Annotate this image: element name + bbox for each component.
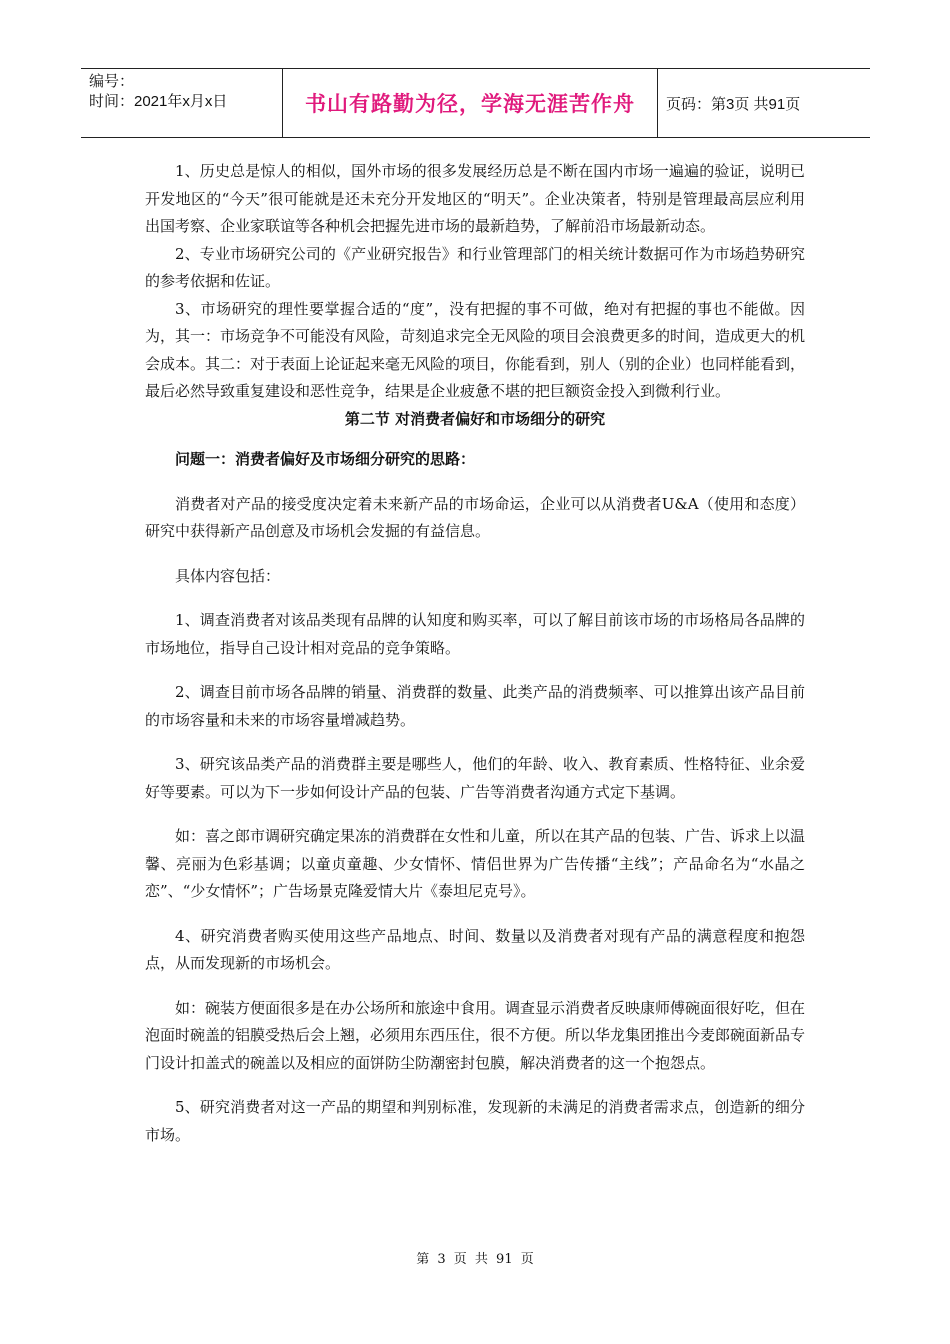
page-header [81, 68, 870, 138]
question-heading: 问题一：消费者偏好及市场细分研究的思路： [175, 450, 476, 468]
document-date-label: 时间：2021年x月x日 [89, 93, 228, 110]
paragraph: 具体内容包括： [175, 566, 281, 585]
paragraph: 2、调查目前市场各品牌的销量、消费群的数量、此类产品的消费频率、可以推算出该产品目前的市场容量和未来的市场容量增减趋势。 [145, 683, 805, 729]
paragraph: 如：喜之郎市调研究确定果冻的消费群在女性和儿童，所以在其产品的包装、广告、诉求上以温馨、亮丽为色彩基调；以童贞童趣、少女情怀、情侣世界为广告传播“主线”；产品命名为“水晶之恋”、“少女情怀”；广告场景克隆爱情大片《泰坦尼克号》。 [145, 827, 806, 900]
paragraph: 5、研究消费者对这一产品的期望和判别标准，发现新的未满足的消费者需求点，创造新的细分市场。 [145, 1098, 805, 1144]
paragraph: 1、调查消费者对该品类现有品牌的认知度和购买率，可以了解目前该市场的市场格局各品牌的市场地位，指导自己设计相对竞品的竞争策略。 [145, 611, 805, 657]
paragraph: 1、历史总是惊人的相似，国外市场的很多发展经历总是不断在国内市场一遍遍的验证，说明已开发地区的“今天”很可能就是还未充分开发地区的“明天”。企业决策者，特别是管理最高层应利用出国考察、企业家联谊等各种机会把握先进市场的最新趋势，了解前沿市场最新动态。 [145, 162, 805, 235]
paragraph: 3、市场研究的理性要掌握合适的“度”，没有把握的事不可做，绝对有把握的事也不能做。因为，其一：市场竞争不可能没有风险，苛刻追求完全无风险的项目会浪费更多的时间，造成更大的机会成本。其二：对于表面上论证起来毫无风险的项目，你能看到，别人（别的企业）也同样能看到，最后必然导致重复建设和恶性竞争，结果是企业疲惫不堪的把巨额资金投入到微利行业。 [145, 299, 806, 400]
paragraph: 如：碗装方便面很多是在办公场所和旅途中食用。调查显示消费者反映康师傅碗面很好吃，但在泡面时碗盖的铝膜受热后会上翘，必须用东西压住，很不方便。所以华龙集团推出今麦郎碗面新品专门设计扣盖式的碗盖以及相应的面饼防尘防潮密封包膜，解决消费者的这一个抱怨点。 [145, 998, 806, 1072]
header-page-number: 页码：第3页 共91页 [666, 95, 801, 113]
header-meta [81, 69, 283, 137]
paragraph: 消费者对产品的接受度决定着未来新产品的市场命运，企业可以从消费者U&A（使用和态度）研究中获得新产品创意及市场机会发掘的有益信息。 [145, 494, 805, 540]
document-body [145, 158, 805, 1149]
section-title: 第二节 对消费者偏好和市场细分的研究 [344, 409, 606, 428]
header-page-cell [658, 69, 870, 137]
paragraph: 3、研究该品类产品的消费群主要是哪些人，他们的年龄、收入、教育素质、性格特征、业余爱好等要素。可以为下一步如何设计产品的包装、广告等消费者沟通方式定下基调。 [145, 755, 805, 801]
document-number-label: 编号： [89, 73, 135, 90]
header-motto: 书山有路勤为径，学海无涯苦作舟 [305, 92, 635, 116]
paragraph: 2、专业市场研究公司的《产业研究报告》和行业管理部门的相关统计数据可作为市场趋势研究的参考依据和佐证。 [145, 244, 805, 290]
header-motto-cell [283, 69, 658, 137]
page-footer: 第 3 页 共 91 页 [416, 1252, 534, 1267]
paragraph: 4、研究消费者购买使用这些产品地点、时间、数量以及消费者对现有产品的满意程度和抱怨点，从而发现新的市场机会。 [145, 926, 805, 972]
